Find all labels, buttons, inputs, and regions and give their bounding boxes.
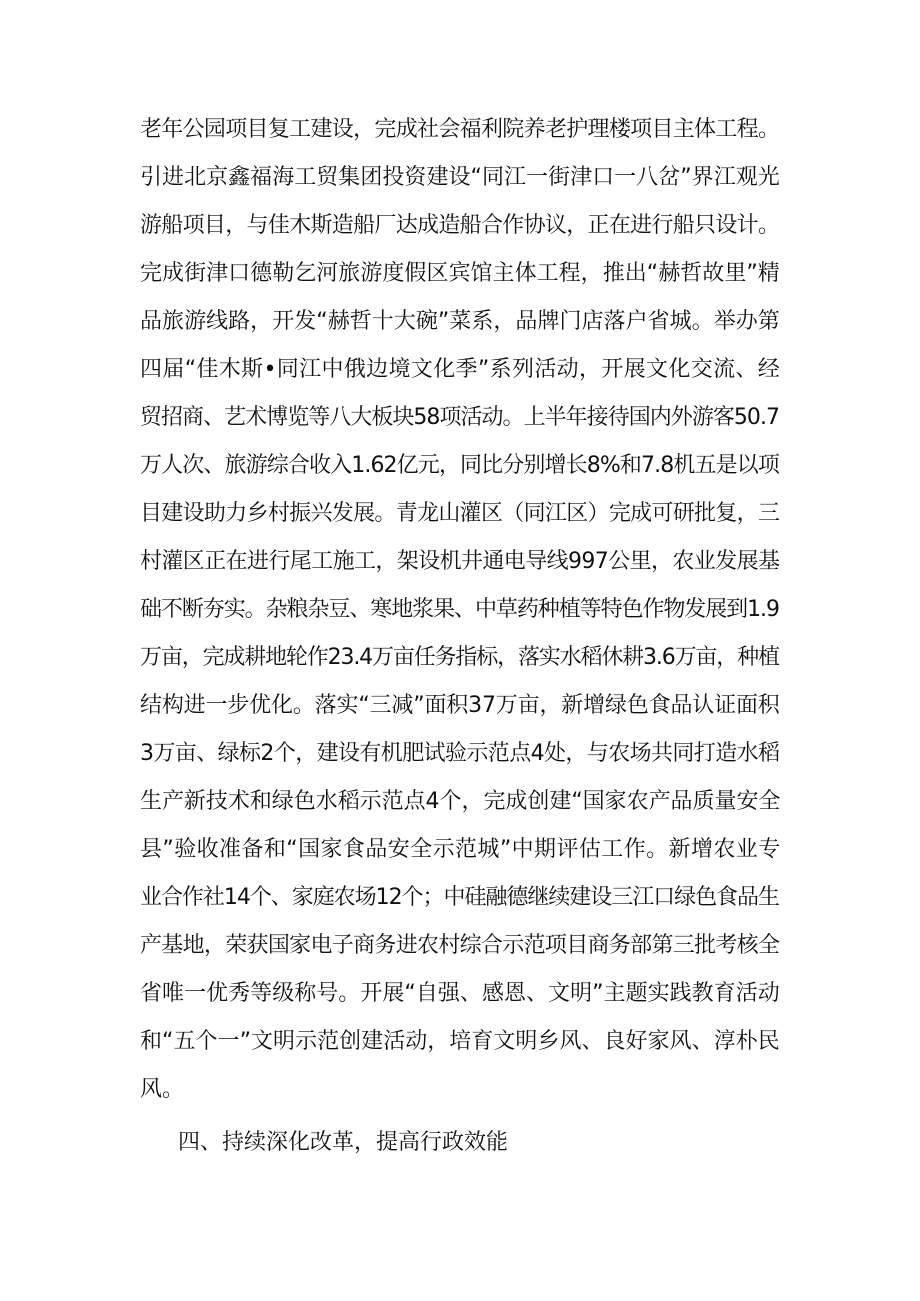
paragraph-line: 省唯一优秀等级称号。开展“自强、感恩、文明”主题实践教育活动 <box>140 981 780 1006</box>
paragraph-line: 础不断夯实。杂粮杂豆、寒地浆果、中草药种植等特色作物发展到1.9 <box>140 597 779 622</box>
paragraph-line: 品旅游线路，开发“赫哲十大碗”菜系，品牌门店落户省城。举办第 <box>140 309 780 334</box>
paragraph-line: 县”验收准备和“国家食品安全示范城”中期评估工作。新增农业专 <box>140 837 781 862</box>
paragraph-line: 老年公园项目复工建设，完成社会福利院养老护理楼项目主体工程。 <box>140 117 780 142</box>
paragraph-line: 万亩，完成耕地轮作23.4万亩任务指标，落实水稻休耕3.6万亩，种植 <box>140 645 779 670</box>
paragraph-line: 目建设助力乡村振兴发展。青龙山灌区（同江区）完成可研批复，三 <box>140 501 780 526</box>
paragraph-line: 和“五个一”文明示范创建活动，培育文明乡风、良好家风、淳朴民 <box>140 1029 780 1054</box>
paragraph-line: 结构进一步优化。落实“三减”面积37万亩，新增绿色食品认证面积 <box>140 693 780 718</box>
paragraph-line: 风。 <box>140 1077 185 1102</box>
paragraph-line: 产基地，荣获国家电子商务进农村综合示范项目商务部第三批考核全 <box>140 933 780 958</box>
paragraph-line: 村灌区正在进行尾工施工，架设机井通电导线997公里，农业发展基 <box>140 549 780 574</box>
paragraph-line: 完成街津口德勒乞河旅游度假区宾馆主体工程，推出“赫哲故里”精 <box>140 261 780 286</box>
paragraph-line: 业合作社14个、家庭农场12个；中硅融德继续建设三江口绿色食品生 <box>140 885 779 910</box>
paragraph-line: 游船项目，与佳木斯造船厂达成造船合作协议，正在进行船只设计。 <box>140 213 780 238</box>
paragraph-line: 生产新技术和绿色水稻示范点4个，完成创建“国家农产品质量安全 <box>140 789 781 814</box>
section-heading: 四、持续深化改革，提高行政效能 <box>178 1130 509 1155</box>
paragraph-line: 3万亩、绿标2个，建设有机肥试验示范点4处，与农场共同打造水稻 <box>140 741 780 766</box>
paragraph-line: 万人次、旅游综合收入1.62亿元，同比分别增长8%和7.8机五是以项 <box>140 453 779 478</box>
paragraph-line: 四届“佳木斯•同江中俄边境文化季”系列活动，开展文化交流、经 <box>140 357 781 382</box>
paragraph-line: 引进北京鑫福海工贸集团投资建设“同江一街津口一八岔”界江观光 <box>140 165 780 190</box>
paragraph-line: 贸招商、艺术博览等八大板块58项活动。上半年接待国内外游客50.7 <box>140 405 780 430</box>
